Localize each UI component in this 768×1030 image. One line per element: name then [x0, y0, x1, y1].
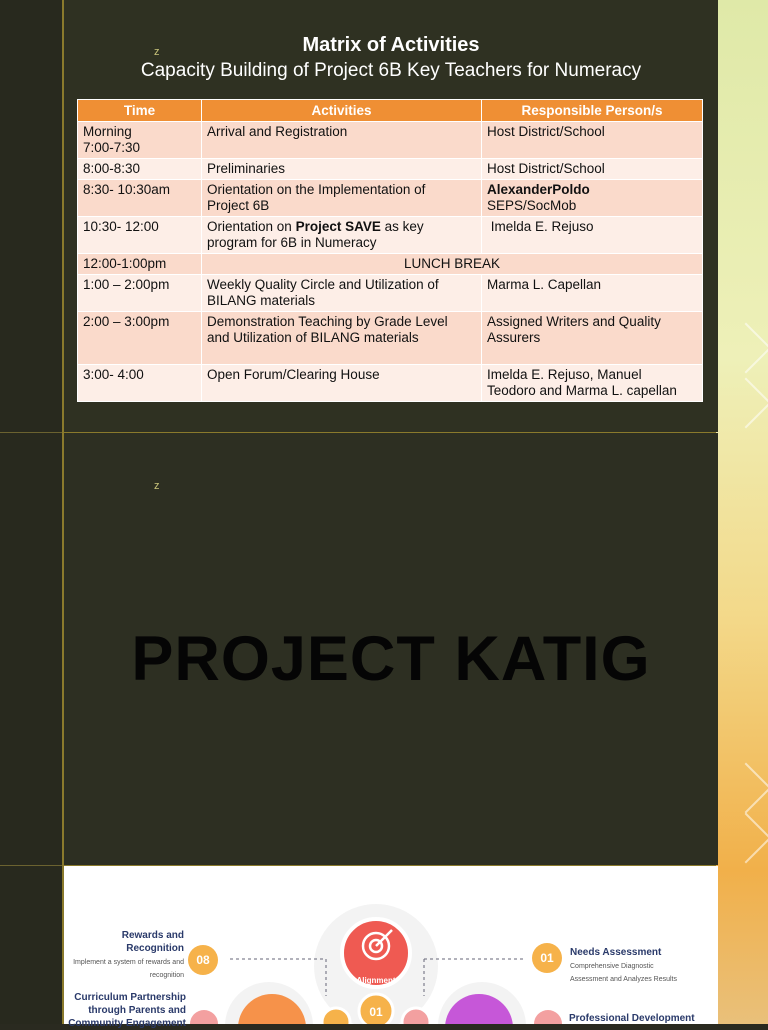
info-subtitle: recognition	[149, 972, 184, 979]
slide-title: Matrix of Activities	[302, 34, 480, 56]
cell-time: 1:00 – 2:00pm	[78, 275, 202, 312]
cell-time: 8:30- 10:30am	[78, 180, 202, 217]
activities-table	[77, 99, 703, 402]
info-title: Recognition	[126, 943, 184, 954]
curriculum-partnership-label	[64, 991, 186, 1030]
header-activities: Activities	[202, 100, 482, 122]
step-badge	[322, 1008, 350, 1024]
divider	[0, 432, 62, 433]
cell-text: Assurers	[487, 330, 541, 345]
chevron-decoration-icon	[721, 323, 768, 374]
cell-text-bold: Project SAVE	[295, 219, 381, 234]
rewards-recognition-label	[64, 929, 184, 981]
info-title: Rewards and	[121, 930, 184, 941]
slide-title: PROJECT KATIG	[131, 624, 651, 694]
step-08-badge: 08	[188, 945, 218, 975]
cell-time: 12:00-1:00pm	[78, 254, 202, 275]
cell-activity	[202, 180, 482, 217]
table-row	[78, 312, 703, 365]
cell-time: 10:30- 12:00	[78, 217, 202, 254]
slide-infographic[interactable]	[62, 866, 718, 1029]
cell-text: Weekly Quality Circle and Utilization of	[207, 277, 439, 292]
cell-person	[482, 312, 703, 365]
cell-text: Demonstration Teaching by Grade Level	[207, 314, 448, 329]
info-subtitle: Comprehensive Diagnostic	[570, 963, 654, 970]
info-title: Needs Assessment	[570, 947, 662, 958]
cell-time: 2:00 – 3:00pm	[78, 312, 202, 365]
info-subtitle: Assessment and Analyzes Results	[570, 976, 677, 983]
slide-mark: z	[154, 480, 160, 492]
slide-matrix-of-activities[interactable]	[62, 0, 718, 432]
left-frame-strip	[0, 0, 62, 1024]
table-row	[78, 217, 703, 254]
step-badge	[534, 1010, 562, 1024]
cell-person: Host District/School	[482, 122, 703, 159]
cell-activity	[202, 275, 482, 312]
cell-text: Teodoro and Marma L. capellan	[487, 383, 677, 398]
table-row	[78, 122, 703, 159]
center-step-number: 01	[369, 1005, 383, 1019]
cell-person	[482, 180, 703, 217]
cell-person: Imelda E. Rejuso	[482, 217, 703, 254]
cell-text: SEPS/SocMob	[487, 198, 577, 213]
cell-text: Imelda E. Rejuso, Manuel	[487, 367, 642, 382]
cell-lunch-break: LUNCH BREAK	[202, 254, 703, 275]
cell-activity	[202, 312, 482, 365]
cell-text: Project 6B	[207, 198, 270, 213]
chevron-decoration-icon	[721, 378, 768, 429]
chevron-decoration-icon	[721, 813, 768, 864]
header-responsible: Responsible Person/s	[482, 100, 703, 122]
alignment-label: Alignment	[356, 976, 396, 985]
cell-text: 7:00-7:30	[83, 140, 141, 155]
info-title: Community Engagement	[68, 1018, 186, 1029]
cell-text: program for 6B in Numeracy	[207, 235, 377, 250]
needs-assessment-label	[570, 946, 710, 985]
cell-person	[482, 365, 703, 402]
cell-time: 3:00- 4:00	[78, 365, 202, 402]
cell-text: Orientation on	[207, 219, 296, 234]
slide-subtitle: Capacity Building of Project 6B Key Teachers for Numeracy	[140, 60, 642, 81]
cell-text: Orientation on the Implementation of	[207, 182, 426, 197]
cell-person: Host District/School	[482, 159, 703, 180]
info-title: through Parents and	[88, 1005, 186, 1016]
cell-text: BILANG materials	[207, 293, 316, 308]
step-badge	[402, 1008, 430, 1024]
table-row	[78, 365, 703, 402]
info-title: Curriculum Partnership	[74, 992, 186, 1003]
table-row	[78, 159, 703, 180]
cell-activity: Open Forum/Clearing House	[202, 365, 482, 402]
info-subtitle: Implement a system of rewards and	[73, 959, 184, 966]
header-time: Time	[78, 100, 202, 122]
table-row	[78, 254, 703, 275]
chevron-decoration-icon	[721, 763, 768, 814]
cell-activity: Arrival and Registration	[202, 122, 482, 159]
slide-mark: z	[154, 46, 160, 58]
cell-text-bold: AlexanderPoldo	[487, 182, 590, 197]
cell-person: Marma L. Capellan	[482, 275, 703, 312]
table-row	[78, 180, 703, 217]
right-decorative-strip	[716, 0, 768, 1024]
cell-activity	[202, 217, 482, 254]
step-badge	[190, 1010, 218, 1024]
table-header-row	[78, 100, 703, 122]
step-01-badge: 01	[532, 943, 562, 973]
professional-development-label: Professional Development	[569, 1013, 695, 1024]
table-row	[78, 275, 703, 312]
cell-time	[78, 122, 202, 159]
cell-time: 8:00-8:30	[78, 159, 202, 180]
cell-activity: Preliminaries	[202, 159, 482, 180]
cell-text: Morning	[83, 124, 132, 139]
slide-project-katig[interactable]	[62, 433, 718, 865]
divider	[0, 865, 62, 866]
cell-text: Assigned Writers and Quality	[487, 314, 661, 329]
cell-text: as key	[380, 219, 424, 234]
cell-text: and Utilization of BILANG materials	[207, 330, 419, 345]
